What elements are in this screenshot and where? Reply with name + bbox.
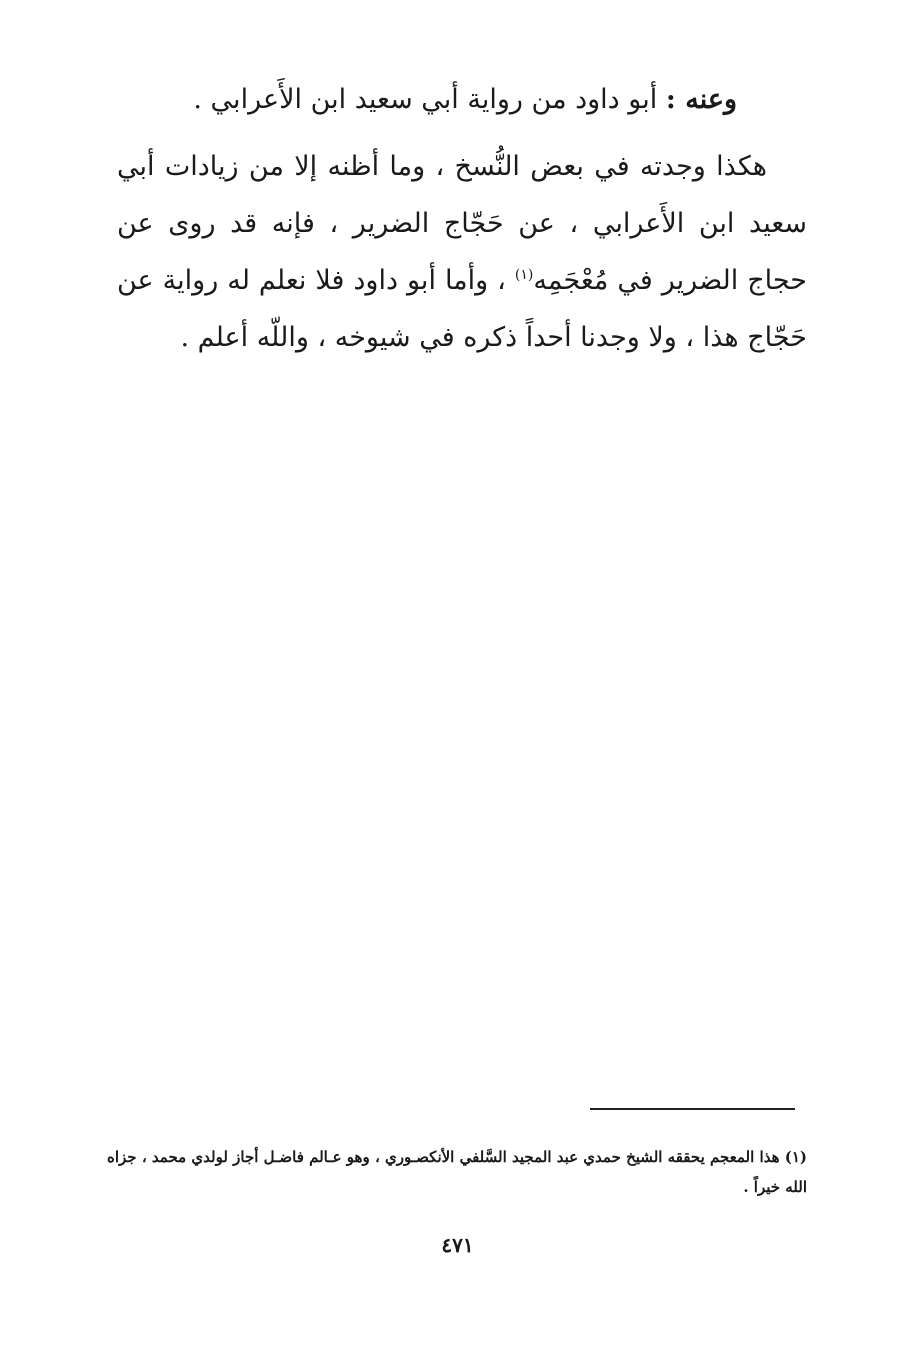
- body-text-main: هكذا وجدته في بعض النُّسخ ، وما أظنه إلا من زيادات أبي سعيد ابن الأَعرابي ، عن حَجّاج الضرير ، فإنه قد روى عن حجاج الضرير في مُعْجَمِه: [117, 151, 807, 296]
- page-number: ٤٧١: [441, 1233, 474, 1257]
- entry-label: وعنه :: [665, 84, 737, 115]
- footnote-reference[interactable]: (١): [514, 267, 534, 283]
- footnote-divider: [590, 1108, 795, 1110]
- entry-heading: [137, 78, 737, 122]
- body-paragraph: [117, 138, 807, 366]
- body-text-rest: ، وأما أبو داود فلا نعلم له رواية عن حَجّاج هذا ، ولا وجدنا أحداً ذكره في شيوخه ، واللّه أعلم .: [117, 265, 807, 353]
- footnote: (١) هذا المعجم يحققه الشيخ حمدي عبد المجيد السَّلفي الأنكصـوري ، وهو عـالم فاضـل أجاز لولدي محمد ، جزاه الله خيراً .: [107, 1148, 807, 1196]
- entry-heading-text: أبو داود من رواية أبي سعيد ابن الأَعرابي .: [193, 84, 658, 115]
